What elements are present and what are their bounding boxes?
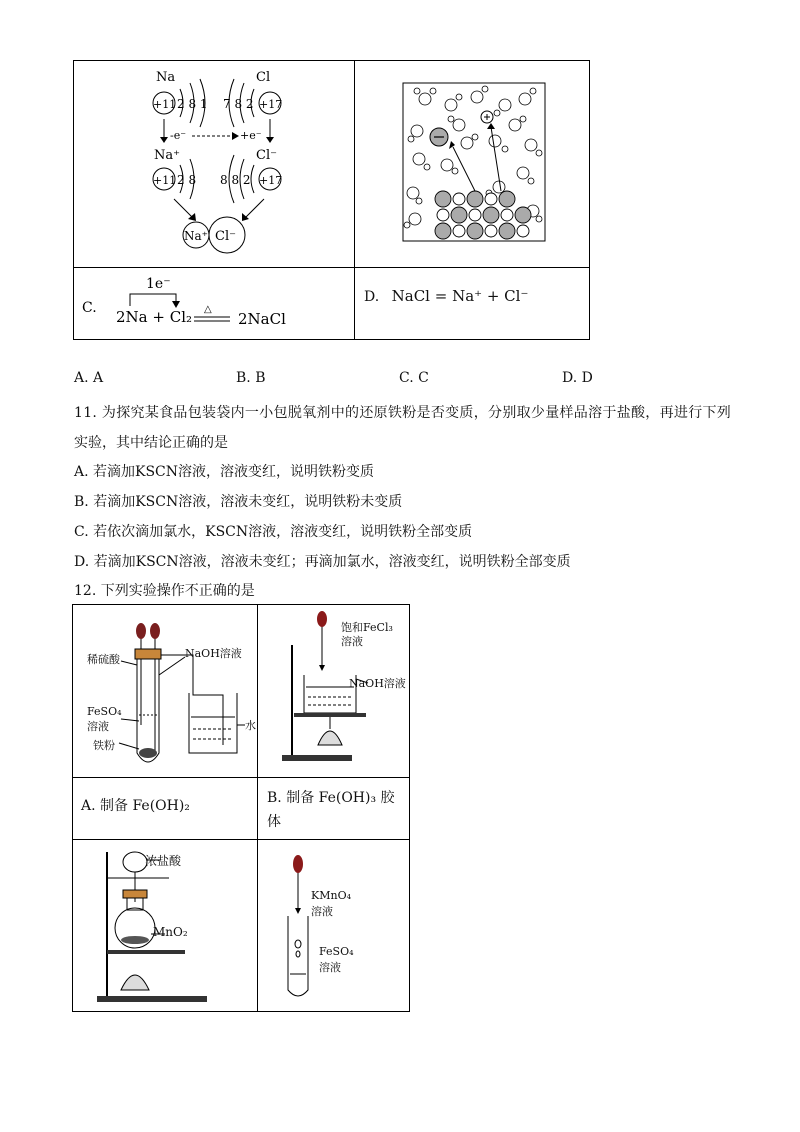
ion-pair-na: Na⁺ <box>184 229 208 243</box>
lose-electron-label: -e⁻ <box>170 129 187 142</box>
cl-atom-label: Cl <box>256 70 271 85</box>
ionic-bond-formation-diagram <box>74 61 354 267</box>
na-ion-label: Na⁺ <box>154 148 180 163</box>
nacl-dissolution-diagram <box>355 61 589 267</box>
caption-b-line1: B. 制备 Fe(OH)₃ 胶 <box>267 790 395 806</box>
cell-c-reactants: 2Na + Cl₂ <box>116 308 193 326</box>
cl-shell-electrons: 7 8 2 <box>223 97 254 111</box>
caption-b-line2: 体 <box>267 814 281 830</box>
caption-a: A. 制备 Fe(OH)₂ <box>81 798 190 814</box>
cell-c-electron: 1e⁻ <box>146 276 171 292</box>
cell-c-electron-transfer <box>74 268 354 339</box>
na-nucleus-label: +11 <box>153 98 177 111</box>
label-solution-d2: 溶液 <box>319 961 341 974</box>
q11-option-b: B. 若滴加KSCN溶液，溶液未变红，说明铁粉未变质 <box>74 494 403 510</box>
cl-ion-nucleus: +17 <box>259 174 283 187</box>
q11-stem-line2: 实验，其中结论正确的是 <box>74 435 228 451</box>
cell-c-heat: △ <box>204 304 212 315</box>
q10-option-c: C. C <box>399 370 429 386</box>
label-solution-a: 溶液 <box>87 720 109 733</box>
label-water: 水 <box>245 719 256 732</box>
label-conc-hcl: 浓盐酸 <box>145 854 182 868</box>
cell-d-equation: NaCl = Na⁺ + Cl⁻ <box>391 287 529 305</box>
na-ion-nucleus: +11 <box>153 174 177 187</box>
cell-c-label: C. <box>82 300 97 316</box>
na-atom-label: Na <box>156 70 176 85</box>
cl-ion-shells: 8 8 2 <box>220 173 251 187</box>
na-ion-shells: 2 8 <box>177 173 197 187</box>
q10-option-d: D. D <box>562 370 593 386</box>
label-naoh-b: NaOH溶液 <box>349 677 406 690</box>
label-mno2: MnO₂ <box>153 925 188 939</box>
cell-d <box>364 287 528 305</box>
cl-nucleus-label: +17 <box>259 98 283 111</box>
label-saturated-fecl3: 饱和FeCl₃ <box>341 621 393 634</box>
cell-d-label: D. <box>364 289 380 305</box>
apparatus-d-kmno4 <box>258 840 409 1011</box>
label-dilute-sulfuric-acid: 稀硫酸 <box>87 653 120 666</box>
q11-option-c: C. 若依次滴加氯水，KSCN溶液，溶液变红，说明铁粉全部变质 <box>74 524 473 540</box>
q10-option-b: B. B <box>236 370 266 386</box>
label-solution-b: 溶液 <box>341 635 363 648</box>
q10-option-a: A. A <box>74 370 104 386</box>
cell-c-product: 2NaCl <box>238 310 286 328</box>
na-shell-electrons: 2 8 1 <box>177 97 208 111</box>
table-hline <box>73 777 409 778</box>
ion-pair-cl: Cl⁻ <box>215 229 236 244</box>
label-feso4: FeSO₄ <box>87 705 122 718</box>
q10-options-table <box>73 60 590 340</box>
label-naoh-a: NaOH溶液 <box>185 647 242 660</box>
q11-option-a: A. 若滴加KSCN溶液，溶液变红，说明铁粉变质 <box>74 464 375 480</box>
label-feso4-d: FeSO₄ <box>319 945 354 958</box>
q11-option-d: D. 若滴加KSCN溶液，溶液未变红；再滴加氯水，溶液变红，说明铁粉全部变质 <box>74 554 571 570</box>
label-iron-powder: 铁粉 <box>93 739 115 752</box>
q11-stem-line1: 11. 为探究某食品包装袋内一小包脱氧剂中的还原铁粉是否变质，分别取少量样品溶于盐酸，再进行下列 <box>74 405 732 421</box>
q12-options-table <box>72 604 410 1012</box>
cl-ion-label: Cl⁻ <box>256 148 277 163</box>
label-solution-d1: 溶液 <box>311 905 333 918</box>
label-kmno4: KMnO₄ <box>311 889 351 902</box>
gain-electron-label: +e⁻ <box>240 129 262 142</box>
q12-stem: 12. 下列实验操作不正确的是 <box>74 583 255 599</box>
